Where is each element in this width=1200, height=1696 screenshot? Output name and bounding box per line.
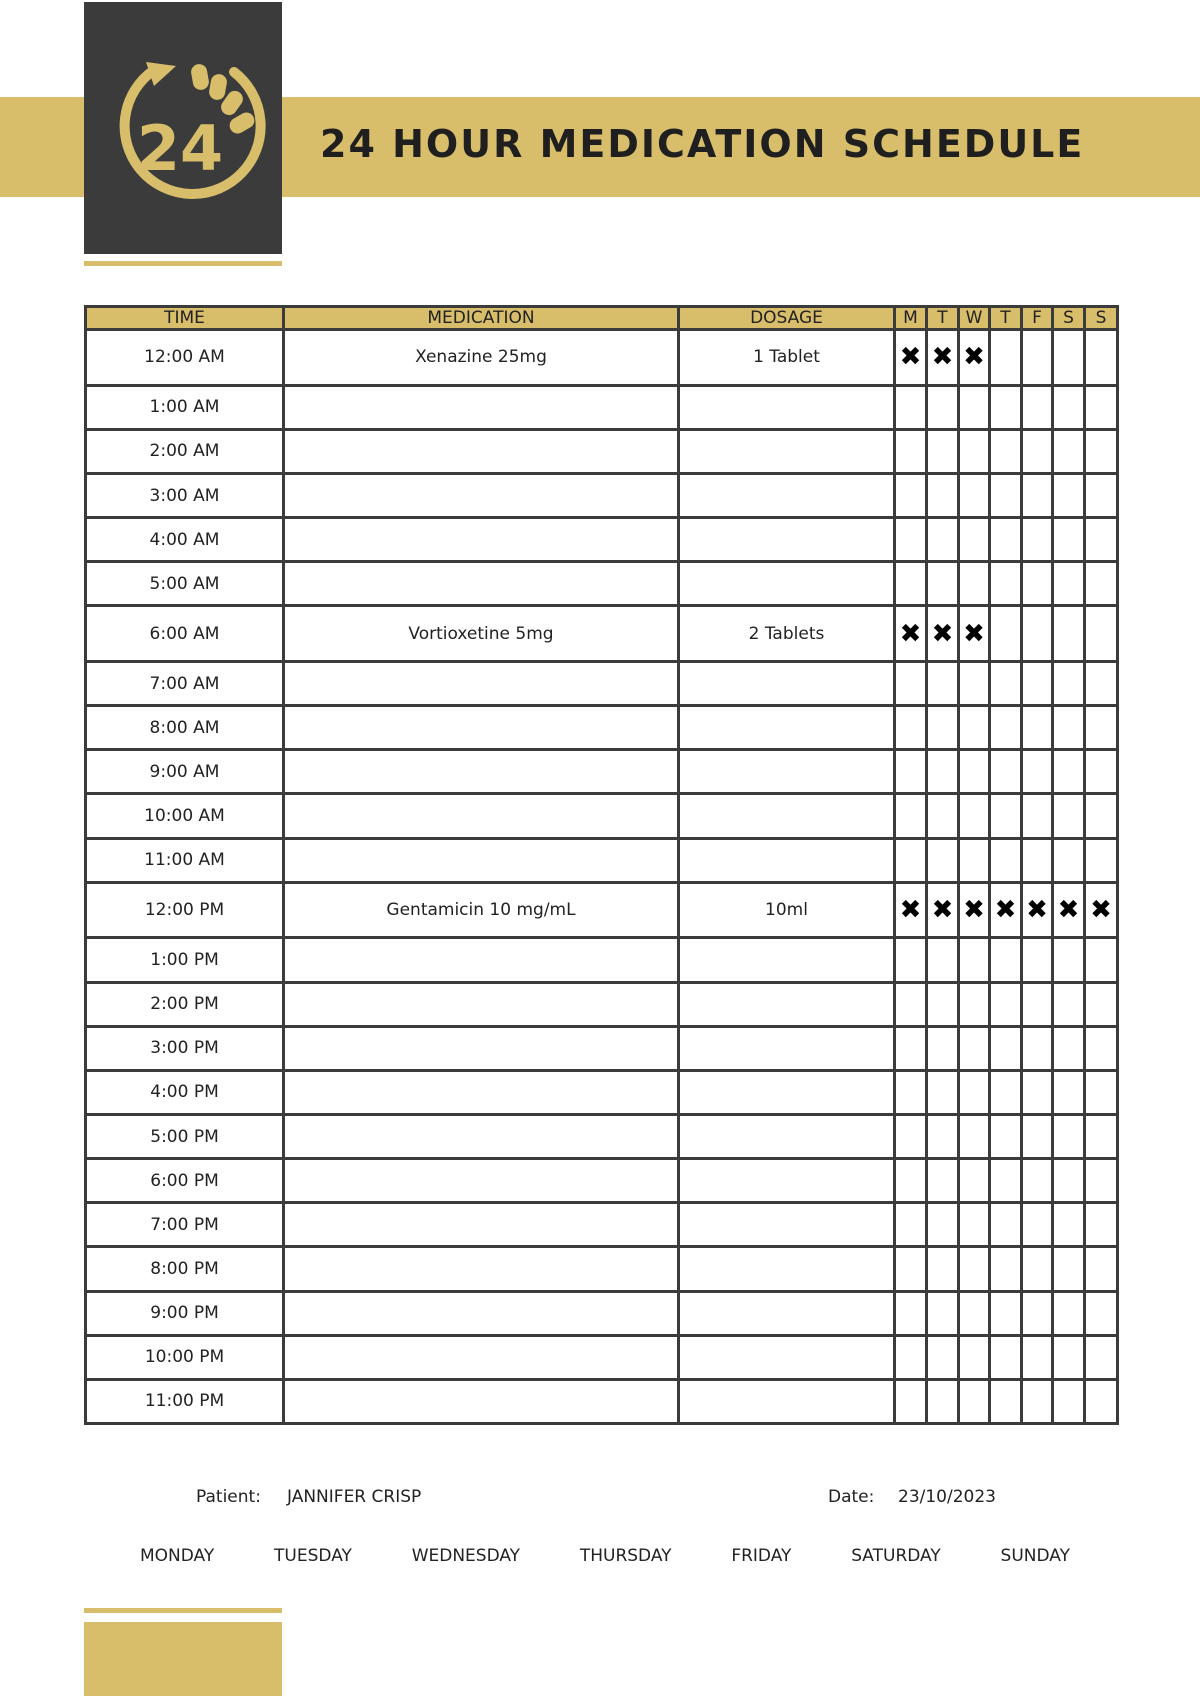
time-cell: 2:00 AM [86, 429, 284, 473]
day-checkbox-cell[interactable] [959, 706, 990, 750]
day-checkbox-cell[interactable] [990, 606, 1022, 662]
taken-check-icon[interactable]: ✖ [959, 882, 990, 938]
day-checkbox-cell[interactable] [959, 794, 990, 838]
day-checkbox-cell[interactable] [927, 838, 959, 882]
day-checkbox-cell[interactable] [959, 1026, 990, 1070]
day-checkbox-cell[interactable] [895, 518, 927, 562]
day-checkbox-cell[interactable] [1085, 518, 1118, 562]
day-checkbox-cell[interactable] [895, 1114, 927, 1158]
day-checkbox-cell[interactable] [959, 1070, 990, 1114]
time-cell: 6:00 AM [86, 606, 284, 662]
time-cell: 11:00 PM [86, 1379, 284, 1423]
dosage-cell[interactable] [679, 1379, 895, 1423]
day-checkbox-cell[interactable] [1022, 1026, 1053, 1070]
day-checkbox-cell[interactable] [1022, 429, 1053, 473]
dosage-cell[interactable] [679, 1026, 895, 1070]
header-time: TIME [86, 307, 284, 330]
day-checkbox-cell[interactable] [1022, 606, 1053, 662]
day-checkbox-cell[interactable] [990, 938, 1022, 982]
day-checkbox-cell[interactable] [1053, 1114, 1085, 1158]
day-checkbox-cell[interactable] [959, 662, 990, 706]
time-cell: 9:00 AM [86, 750, 284, 794]
day-checkbox-cell[interactable] [1053, 1070, 1085, 1114]
taken-check-icon[interactable]: ✖ [927, 882, 959, 938]
day-checkbox-cell[interactable] [1085, 794, 1118, 838]
day-checkbox-cell[interactable] [895, 750, 927, 794]
time-cell: 6:00 PM [86, 1159, 284, 1203]
clock-arrow-pills-icon [84, 2, 282, 254]
weekday-label: THURSDAY [579, 1546, 672, 1566]
medication-cell[interactable] [284, 1291, 679, 1335]
day-checkbox-cell[interactable] [1022, 982, 1053, 1026]
day-checkbox-cell[interactable] [927, 518, 959, 562]
day-checkbox-cell[interactable] [1085, 1026, 1118, 1070]
dosage-cell[interactable] [679, 794, 895, 838]
day-checkbox-cell[interactable] [895, 706, 927, 750]
table-row [86, 750, 1118, 794]
medication-cell[interactable] [284, 938, 679, 982]
day-checkbox-cell[interactable] [1085, 706, 1118, 750]
dosage-cell[interactable] [679, 518, 895, 562]
table-row [86, 1070, 1118, 1114]
time-cell: 8:00 AM [86, 706, 284, 750]
day-checkbox-cell[interactable] [990, 1335, 1022, 1379]
header-medication: MEDICATION [284, 307, 679, 330]
day-checkbox-cell[interactable] [927, 562, 959, 606]
day-checkbox-cell[interactable] [1022, 838, 1053, 882]
day-checkbox-cell[interactable] [927, 794, 959, 838]
day-checkbox-cell[interactable] [990, 982, 1022, 1026]
dosage-cell[interactable] [679, 562, 895, 606]
header-day-6: S [1085, 307, 1118, 330]
medication-cell[interactable] [284, 1070, 679, 1114]
day-checkbox-cell[interactable] [1085, 1159, 1118, 1203]
medication-cell[interactable] [284, 518, 679, 562]
taken-check-icon[interactable]: ✖ [895, 606, 927, 662]
table-row [86, 882, 1118, 938]
day-checkbox-cell[interactable] [1053, 473, 1085, 517]
dosage-cell[interactable]: 1 Tablet [679, 330, 895, 386]
day-checkbox-cell[interactable] [927, 750, 959, 794]
day-checkbox-cell[interactable] [959, 473, 990, 517]
medication-cell[interactable] [284, 1247, 679, 1291]
day-checkbox-cell[interactable] [1085, 838, 1118, 882]
day-checkbox-cell[interactable] [990, 1159, 1022, 1203]
day-checkbox-cell[interactable] [959, 518, 990, 562]
table-row [86, 1114, 1118, 1158]
day-checkbox-cell[interactable] [959, 982, 990, 1026]
taken-check-icon[interactable]: ✖ [1085, 882, 1118, 938]
day-checkbox-cell[interactable] [1022, 1203, 1053, 1247]
day-checkbox-cell[interactable] [1022, 706, 1053, 750]
day-checkbox-cell[interactable] [1085, 1203, 1118, 1247]
time-cell: 7:00 AM [86, 662, 284, 706]
dosage-cell[interactable] [679, 662, 895, 706]
table-row [86, 662, 1118, 706]
day-checkbox-cell[interactable] [990, 750, 1022, 794]
medication-cell[interactable] [284, 794, 679, 838]
day-checkbox-cell[interactable] [927, 706, 959, 750]
dosage-cell[interactable]: 2 Tablets [679, 606, 895, 662]
medication-cell[interactable] [284, 1026, 679, 1070]
table-row [86, 1335, 1118, 1379]
day-checkbox-cell[interactable] [1053, 562, 1085, 606]
weekday-label: SUNDAY [1000, 1546, 1070, 1566]
day-checkbox-cell[interactable] [1053, 1159, 1085, 1203]
day-checkbox-cell[interactable] [1085, 1070, 1118, 1114]
medication-cell[interactable] [284, 838, 679, 882]
day-checkbox-cell[interactable] [1053, 938, 1085, 982]
day-checkbox-cell[interactable] [1053, 1335, 1085, 1379]
time-cell: 12:00 PM [86, 882, 284, 938]
time-cell: 3:00 PM [86, 1026, 284, 1070]
day-checkbox-cell[interactable] [895, 938, 927, 982]
dosage-cell[interactable] [679, 706, 895, 750]
day-checkbox-cell[interactable] [895, 1026, 927, 1070]
day-checkbox-cell[interactable] [959, 1114, 990, 1158]
table-row [86, 429, 1118, 473]
day-checkbox-cell[interactable] [959, 1203, 990, 1247]
time-cell: 11:00 AM [86, 838, 284, 882]
day-checkbox-cell[interactable] [990, 794, 1022, 838]
day-checkbox-cell[interactable] [1053, 1026, 1085, 1070]
day-checkbox-cell[interactable] [1085, 385, 1118, 429]
day-checkbox-cell[interactable] [990, 562, 1022, 606]
day-checkbox-cell[interactable] [927, 473, 959, 517]
taken-check-icon[interactable]: ✖ [895, 882, 927, 938]
logo [84, 2, 282, 254]
day-checkbox-cell[interactable] [1053, 429, 1085, 473]
logo-underline [84, 261, 282, 266]
day-checkbox-cell[interactable] [1053, 794, 1085, 838]
time-cell: 8:00 PM [86, 1247, 284, 1291]
day-checkbox-cell[interactable] [1085, 1291, 1118, 1335]
day-checkbox-cell[interactable] [959, 385, 990, 429]
day-checkbox-cell[interactable] [1085, 1247, 1118, 1291]
day-checkbox-cell[interactable] [895, 1070, 927, 1114]
logo-text: 24 [136, 112, 224, 185]
table-row [86, 518, 1118, 562]
time-cell: 5:00 PM [86, 1114, 284, 1158]
day-checkbox-cell[interactable] [959, 1291, 990, 1335]
day-checkbox-cell[interactable] [895, 1203, 927, 1247]
day-checkbox-cell[interactable] [959, 1247, 990, 1291]
day-checkbox-cell[interactable] [990, 385, 1022, 429]
day-checkbox-cell[interactable] [1085, 473, 1118, 517]
day-checkbox-cell[interactable] [990, 518, 1022, 562]
table-row [86, 606, 1118, 662]
day-checkbox-cell[interactable] [990, 1114, 1022, 1158]
day-checkbox-cell[interactable] [1053, 706, 1085, 750]
day-checkbox-cell[interactable] [990, 429, 1022, 473]
day-checkbox-cell[interactable] [895, 794, 927, 838]
day-checkbox-cell[interactable] [1085, 1114, 1118, 1158]
day-checkbox-cell[interactable] [1053, 1379, 1085, 1423]
day-checkbox-cell[interactable] [1053, 606, 1085, 662]
day-checkbox-cell[interactable] [1053, 1203, 1085, 1247]
taken-check-icon[interactable]: ✖ [959, 330, 990, 386]
day-checkbox-cell[interactable] [990, 1026, 1022, 1070]
day-checkbox-cell[interactable] [1022, 938, 1053, 982]
medication-cell[interactable] [284, 1203, 679, 1247]
taken-check-icon[interactable]: ✖ [927, 606, 959, 662]
day-checkbox-cell[interactable] [1022, 330, 1053, 386]
medication-cell[interactable] [284, 750, 679, 794]
weekday-label: MONDAY [140, 1546, 215, 1566]
header-day-5: S [1053, 307, 1085, 330]
time-cell: 7:00 PM [86, 1203, 284, 1247]
day-checkbox-cell[interactable] [990, 662, 1022, 706]
day-checkbox-cell[interactable] [1085, 982, 1118, 1026]
day-checkbox-cell[interactable] [1022, 662, 1053, 706]
day-checkbox-cell[interactable] [1053, 838, 1085, 882]
day-checkbox-cell[interactable] [990, 706, 1022, 750]
medication-cell[interactable] [284, 429, 679, 473]
day-checkbox-cell[interactable] [895, 982, 927, 1026]
medication-cell[interactable] [284, 662, 679, 706]
dosage-cell[interactable] [679, 1114, 895, 1158]
day-checkbox-cell[interactable] [1022, 518, 1053, 562]
day-checkbox-cell[interactable] [1053, 982, 1085, 1026]
taken-check-icon[interactable]: ✖ [990, 882, 1022, 938]
day-checkbox-cell[interactable] [895, 1335, 927, 1379]
table-row [86, 838, 1118, 882]
table-row [86, 706, 1118, 750]
day-checkbox-cell[interactable] [895, 1159, 927, 1203]
table-row [86, 1379, 1118, 1423]
dosage-cell[interactable] [679, 938, 895, 982]
time-cell: 4:00 AM [86, 518, 284, 562]
day-checkbox-cell[interactable] [959, 838, 990, 882]
footer-block [84, 1622, 282, 1696]
dosage-cell[interactable] [679, 1247, 895, 1291]
day-checkbox-cell[interactable] [1053, 330, 1085, 386]
day-checkbox-cell[interactable] [1085, 606, 1118, 662]
table-row [86, 982, 1118, 1026]
table-row [86, 1203, 1118, 1247]
day-checkbox-cell[interactable] [1053, 662, 1085, 706]
day-checkbox-cell[interactable] [895, 473, 927, 517]
day-checkbox-cell[interactable] [1022, 385, 1053, 429]
day-checkbox-cell[interactable] [990, 1070, 1022, 1114]
time-cell: 9:00 PM [86, 1291, 284, 1335]
day-checkbox-cell[interactable] [990, 1203, 1022, 1247]
header-day-2: W [959, 307, 990, 330]
dosage-cell[interactable]: 10ml [679, 882, 895, 938]
medication-cell[interactable]: Xenazine 25mg [284, 330, 679, 386]
time-cell: 10:00 AM [86, 794, 284, 838]
taken-check-icon[interactable]: ✖ [959, 606, 990, 662]
time-cell: 1:00 PM [86, 938, 284, 982]
time-cell: 5:00 AM [86, 562, 284, 606]
day-checkbox-cell[interactable] [1022, 473, 1053, 517]
day-checkbox-cell[interactable] [959, 938, 990, 982]
day-checkbox-cell[interactable] [895, 662, 927, 706]
day-checkbox-cell[interactable] [927, 938, 959, 982]
medication-cell[interactable] [284, 706, 679, 750]
footer-rule [84, 1608, 282, 1613]
day-checkbox-cell[interactable] [1022, 1335, 1053, 1379]
day-checkbox-cell[interactable] [1022, 1114, 1053, 1158]
header-day-0: M [895, 307, 927, 330]
day-checkbox-cell[interactable] [1053, 1247, 1085, 1291]
header-day-1: T [927, 307, 959, 330]
table-header-row [86, 307, 1118, 330]
day-checkbox-cell[interactable] [1085, 938, 1118, 982]
day-checkbox-cell[interactable] [959, 562, 990, 606]
weekday-label: FRIDAY [731, 1546, 792, 1566]
table-row [86, 473, 1118, 517]
day-checkbox-cell[interactable] [927, 1335, 959, 1379]
medication-cell[interactable] [284, 982, 679, 1026]
time-cell: 12:00 AM [86, 330, 284, 386]
day-checkbox-cell[interactable] [927, 429, 959, 473]
day-checkbox-cell[interactable] [1053, 518, 1085, 562]
medication-cell[interactable] [284, 473, 679, 517]
day-checkbox-cell[interactable] [1085, 750, 1118, 794]
day-checkbox-cell[interactable] [927, 1114, 959, 1158]
table-row [86, 562, 1118, 606]
day-checkbox-cell[interactable] [1022, 750, 1053, 794]
day-checkbox-cell[interactable] [895, 1379, 927, 1423]
dosage-cell[interactable] [679, 838, 895, 882]
dosage-cell[interactable] [679, 750, 895, 794]
day-checkbox-cell[interactable] [1085, 562, 1118, 606]
day-checkbox-cell[interactable] [927, 1070, 959, 1114]
day-checkbox-cell[interactable] [1022, 794, 1053, 838]
dosage-cell[interactable] [679, 385, 895, 429]
medication-cell[interactable] [284, 562, 679, 606]
day-checkbox-cell[interactable] [895, 1247, 927, 1291]
time-cell: 10:00 PM [86, 1335, 284, 1379]
day-checkbox-cell[interactable] [959, 1379, 990, 1423]
medication-cell[interactable]: Gentamicin 10 mg/mL [284, 882, 679, 938]
day-checkbox-cell[interactable] [959, 429, 990, 473]
date-label: Date: [828, 1487, 875, 1507]
day-checkbox-cell[interactable] [990, 838, 1022, 882]
dosage-cell[interactable] [679, 1335, 895, 1379]
day-checkbox-cell[interactable] [1022, 1291, 1053, 1335]
taken-check-icon[interactable]: ✖ [927, 330, 959, 386]
medication-cell[interactable]: Vortioxetine 5mg [284, 606, 679, 662]
day-checkbox-cell[interactable] [990, 330, 1022, 386]
patient-label: Patient: [196, 1487, 261, 1507]
time-cell: 2:00 PM [86, 982, 284, 1026]
day-checkbox-cell[interactable] [959, 750, 990, 794]
day-checkbox-cell[interactable] [1085, 1379, 1118, 1423]
day-checkbox-cell[interactable] [895, 385, 927, 429]
weekday-label: TUESDAY [274, 1546, 352, 1566]
day-checkbox-cell[interactable] [990, 473, 1022, 517]
table-row [86, 1026, 1118, 1070]
dosage-cell[interactable] [679, 1159, 895, 1203]
time-cell: 1:00 AM [86, 385, 284, 429]
day-checkbox-cell[interactable] [990, 1291, 1022, 1335]
time-cell: 4:00 PM [86, 1070, 284, 1114]
patient-name[interactable]: JANNIFER CRISP [287, 1487, 422, 1507]
dosage-cell[interactable] [679, 1291, 895, 1335]
table-row [86, 1159, 1118, 1203]
medication-cell[interactable] [284, 1335, 679, 1379]
taken-check-icon[interactable]: ✖ [1022, 882, 1053, 938]
day-checkbox-cell[interactable] [895, 1291, 927, 1335]
taken-check-icon[interactable]: ✖ [1053, 882, 1085, 938]
day-checkbox-cell[interactable] [1085, 662, 1118, 706]
medication-cell[interactable] [284, 1114, 679, 1158]
day-checkbox-cell[interactable] [895, 562, 927, 606]
table-row [86, 794, 1118, 838]
header-dosage: DOSAGE [679, 307, 895, 330]
day-checkbox-cell[interactable] [1085, 330, 1118, 386]
day-checkbox-cell[interactable] [927, 982, 959, 1026]
dosage-cell[interactable] [679, 429, 895, 473]
header-day-3: T [990, 307, 1022, 330]
day-checkbox-cell[interactable] [1022, 1070, 1053, 1114]
medication-cell[interactable] [284, 385, 679, 429]
table-row [86, 1247, 1118, 1291]
dosage-cell[interactable] [679, 1203, 895, 1247]
day-checkbox-cell[interactable] [927, 1159, 959, 1203]
table-row [86, 1291, 1118, 1335]
day-checkbox-cell[interactable] [990, 1379, 1022, 1423]
day-checkbox-cell[interactable] [927, 1247, 959, 1291]
day-checkbox-cell[interactable] [1022, 1247, 1053, 1291]
medication-cell[interactable] [284, 1379, 679, 1423]
day-checkbox-cell[interactable] [1022, 562, 1053, 606]
day-checkbox-cell[interactable] [927, 1026, 959, 1070]
dosage-cell[interactable] [679, 1070, 895, 1114]
day-checkbox-cell[interactable] [959, 1159, 990, 1203]
day-checkbox-cell[interactable] [1053, 1291, 1085, 1335]
day-checkbox-cell[interactable] [959, 1335, 990, 1379]
dosage-cell[interactable] [679, 473, 895, 517]
day-checkbox-cell[interactable] [1022, 1379, 1053, 1423]
day-checkbox-cell[interactable] [1085, 429, 1118, 473]
taken-check-icon[interactable]: ✖ [895, 330, 927, 386]
day-checkbox-cell[interactable] [927, 1203, 959, 1247]
day-checkbox-cell[interactable] [1053, 750, 1085, 794]
day-checkbox-cell[interactable] [927, 662, 959, 706]
header-day-4: F [1022, 307, 1053, 330]
weekday-legend [140, 1546, 1070, 1566]
table-row [86, 385, 1118, 429]
page-title: 24 HOUR MEDICATION SCHEDULE [320, 122, 1085, 166]
day-checkbox-cell[interactable] [895, 838, 927, 882]
day-checkbox-cell[interactable] [1053, 385, 1085, 429]
dosage-cell[interactable] [679, 982, 895, 1026]
day-checkbox-cell[interactable] [895, 429, 927, 473]
table-row [86, 938, 1118, 982]
time-cell: 3:00 AM [86, 473, 284, 517]
medication-schedule-table [84, 305, 1119, 1425]
day-checkbox-cell[interactable] [927, 385, 959, 429]
day-checkbox-cell[interactable] [927, 1291, 959, 1335]
weekday-label: SATURDAY [851, 1546, 941, 1566]
medication-cell[interactable] [284, 1159, 679, 1203]
day-checkbox-cell[interactable] [990, 1247, 1022, 1291]
day-checkbox-cell[interactable] [1085, 1335, 1118, 1379]
table-row [86, 330, 1118, 386]
date-value[interactable]: 23/10/2023 [898, 1487, 996, 1507]
day-checkbox-cell[interactable] [927, 1379, 959, 1423]
day-checkbox-cell[interactable] [1022, 1159, 1053, 1203]
weekday-label: WEDNESDAY [411, 1546, 521, 1566]
